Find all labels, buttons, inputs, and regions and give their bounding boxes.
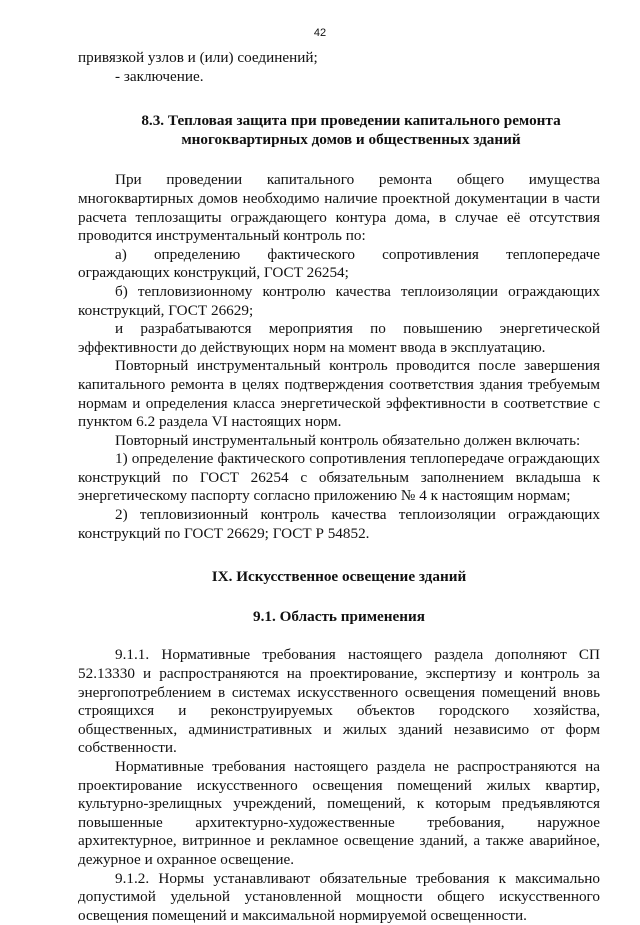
text-line: - заключение.	[115, 67, 204, 85]
paragraph: Повторный инструментальный контроль проводится после завершения капитального ремонта в целях подтверждения соответствия здания требуемым нормам и определения класса энергетической эффективности в соответствие с пунктом 6.2 раздела VI настоящих норм.	[78, 357, 600, 431]
page-number: 42	[313, 27, 327, 39]
section-heading-8-3: 8.3. Тепловая защита при проведении капитального ремонта многоквартирных домов и общественных зданий	[141, 112, 561, 148]
document-body	[78, 49, 600, 925]
list-item: 1) определение фактического сопротивления теплопередаче ограждающих конструкций по ГОСТ 26254 с обязательным заполнением вкладыша к энергетическому паспорту согласно приложению № 4 к настоящим нормам;	[78, 450, 600, 505]
paragraph: 9.1.2. Нормы устанавливают обязательные требования к максимально допустимой удельной установленной мощности общего искусственного освещения помещений и максимальной нормируемой освещенности.	[78, 869, 600, 924]
list-item: и разрабатываются мероприятия по повышению энергетической эффективности до действующих норм на момент ввода в эксплуатацию.	[78, 320, 600, 356]
list-item: а) определению фактического сопротивления теплопередаче ограждающих конструкций, ГОСТ 26254;	[78, 245, 600, 282]
subsection-heading-9-1: 9.1. Область применения	[253, 607, 425, 625]
paragraph: Повторный инструментальный контроль обязательно должен включать:	[115, 431, 581, 449]
text-line: привязкой узлов и (или) соединений;	[78, 49, 318, 66]
section-heading-9: IX. Искусственное освещение зданий	[211, 568, 467, 586]
paragraph: При проведении капитального ремонта общего имущества многоквартирных домов необходимо наличие проектной документации в части расчета теплозащиты ограждающего контура дома, в случае её отсутствия проводится инструментальный контроль по:	[78, 171, 600, 245]
list-item: 2) тепловизионный контроль качества теплоизоляции ограждающих конструкций по ГОСТ 26629; ГОСТ Р 54852.	[78, 506, 600, 542]
paragraph: Нормативные требования настоящего раздела не распространяются на проектирование искусственного освещения помещений жилых квартир, культурно-зрелищных учреждений, помещений, к которым предъявляются повышенные архитектурно-художественные требования, наружное архитектурное, витринное и рекламное освещение зданий, а также аварийное, дежурное и охранное освещение.	[78, 758, 600, 868]
list-item: б) тепловизионному контролю качества теплоизоляции ограждающих конструкций, ГОСТ 26629;	[78, 282, 600, 319]
paragraph: 9.1.1. Нормативные требования настоящего раздела дополняют СП 52.13330 и распространяются на проектирование, экспертизу и контроль за энергопотреблением в системах искусственного освещения помещений вновь строящихся и реконструируемых объектов городского хозяйства, общественных, административных и жилых зданий независимо от форм собственности.	[78, 646, 600, 757]
